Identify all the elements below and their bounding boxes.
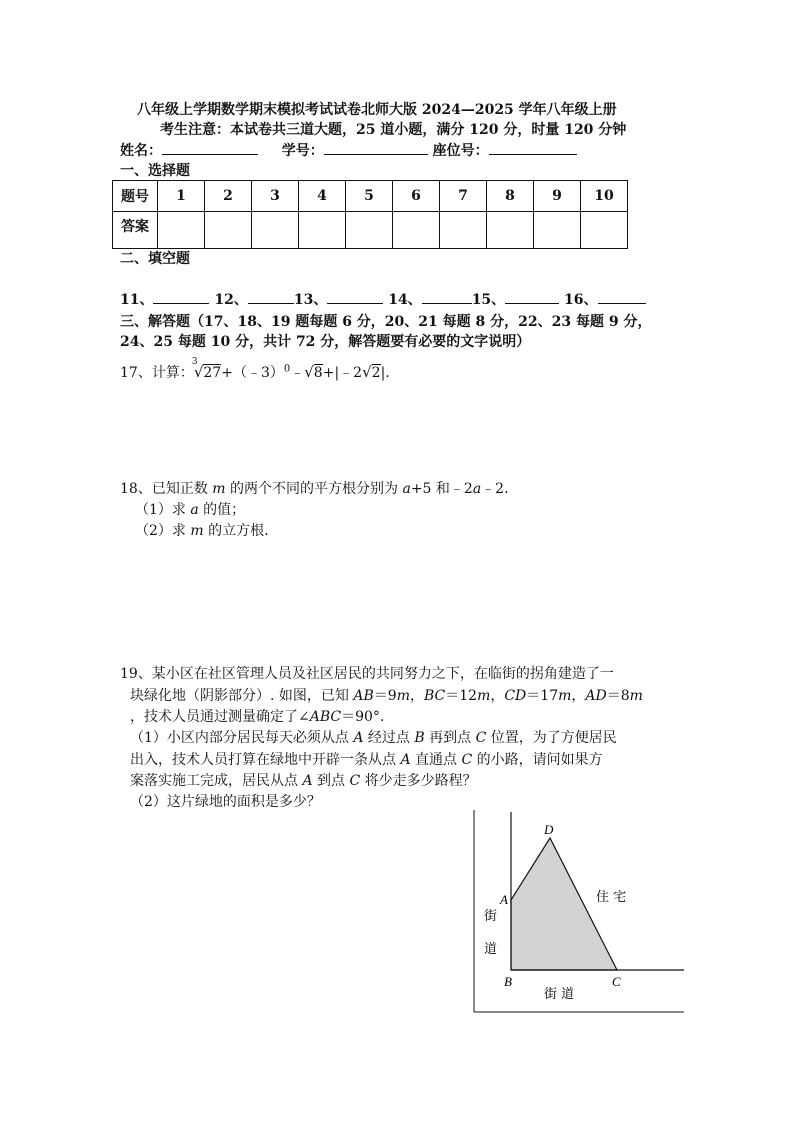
radical-sign-icon: √ [304, 363, 314, 381]
student-info-line [120, 140, 577, 160]
answer-cell[interactable] [440, 212, 487, 249]
street-label-vertical-1: 街 [484, 909, 498, 924]
blank-label: 13、 [293, 292, 328, 308]
fill-blank[interactable] [505, 289, 559, 304]
sqrt-radicand: 8 [313, 365, 323, 381]
q19-text: ， [409, 688, 424, 704]
name-blank[interactable] [162, 140, 258, 155]
residence-label: 住 宅 [596, 890, 627, 905]
fill-blank-line [120, 289, 646, 309]
street-label-horizontal: 街 道 [544, 987, 575, 1002]
exam-title: 八年级上学期数学期末模拟考试试卷北师大版 2024—2025 学年八年级上册 [137, 102, 617, 118]
q19-point: C [461, 752, 473, 768]
blank-label: 15、 [471, 292, 506, 308]
exam-notice: 考生注意：本试卷共三道大题，25 道小题，满分 120 分，时量 120 分钟 [160, 122, 627, 138]
q17-exponent: 0 [283, 363, 291, 375]
answer-cell[interactable] [205, 212, 252, 249]
answer-table-number-row [113, 181, 628, 212]
answer-cell[interactable] [487, 212, 534, 249]
q18-text: 的两个不同的平方根分别为 [225, 481, 403, 497]
q19-seg-cd: CD [504, 688, 527, 704]
q18-sub1-var: a [190, 502, 199, 518]
point-label-d: D [544, 822, 554, 837]
q18-sub2 [135, 520, 269, 540]
answer-cell[interactable] [581, 212, 628, 249]
section1-title: 一、选择题 [120, 163, 190, 179]
q19-sub1-line3 [130, 770, 477, 790]
q19-text: 将少走多少路程？ [360, 773, 477, 789]
sqrt-2 [362, 365, 380, 381]
question-number: 10 [581, 181, 628, 212]
sqrt-8 [304, 365, 322, 381]
answer-cell[interactable] [252, 212, 299, 249]
q19-point: B [414, 730, 425, 746]
q18-text: 和﹣2 [431, 481, 473, 497]
q19-point: C [475, 730, 487, 746]
point-label-c: C [612, 974, 621, 989]
q18-sub2-text: （2）求 [135, 523, 191, 539]
point-label-b: B [504, 974, 512, 989]
q17-part2: +（﹣3） [221, 365, 284, 381]
question-number: 2 [205, 181, 252, 212]
q19-point: A [302, 773, 313, 789]
street-label-vertical-2: 道 [484, 942, 498, 957]
cube-root-index: 3 [191, 357, 198, 367]
fill-blank[interactable] [248, 289, 294, 304]
q19-text: ＝8 [606, 688, 630, 704]
q19-text: ， [571, 688, 586, 704]
q19-text: 块绿化地（阴影部分）. 如图，已知 [130, 688, 354, 704]
q19-line1: 19、某小区在社区管理人员及社区居民的共同努力之下，在临街的拐角建造了一 [120, 666, 614, 682]
q19-unit: m [629, 688, 643, 704]
section3-title-line2: 24、25 每题 10 分，共计 72 分，解答题要有必要的文字说明） [120, 334, 531, 350]
q19-seg-bc: BC [423, 688, 446, 704]
id-label: 学号： [281, 143, 324, 159]
q19-text: ， [490, 688, 505, 704]
radical-sign-icon: √ [193, 363, 204, 381]
row-head-label: 题号 [113, 181, 158, 212]
q19-unit: m [558, 688, 572, 704]
question-number: 8 [487, 181, 534, 212]
q19-sub1-line2 [130, 749, 603, 769]
fill-blank[interactable] [327, 289, 383, 304]
q17-label: 17、计算： [120, 365, 194, 381]
q19-text: 直通点 [410, 752, 462, 768]
id-blank[interactable] [324, 140, 428, 155]
blank-label: 16、 [564, 292, 598, 308]
q17-part4: +|﹣2 [322, 365, 363, 381]
q19-text: ＝9 [373, 688, 397, 704]
cube-radicand: 27 [203, 365, 222, 381]
q18-var-a: a [472, 481, 482, 497]
q18-text: +5 [410, 481, 432, 497]
q19-seg-ad: AD [585, 688, 607, 704]
q19-text: ＝17 [526, 688, 559, 704]
q19-text: 的小路，请问如果方 [472, 752, 603, 768]
q19-text: 到点 [312, 773, 350, 789]
answer-cell[interactable] [534, 212, 581, 249]
q19-sub2: （2）这片绿地的面积是多少？ [130, 794, 321, 810]
point-label-a: A [500, 892, 508, 907]
q19-sub1-line1 [130, 727, 617, 747]
q19-text: 出入，技术人员打算在绿地中开辟一条从点 [130, 752, 401, 768]
q18-sub1 [135, 499, 245, 519]
question-number: 1 [158, 181, 205, 212]
seat-label: 座位号： [432, 143, 489, 159]
q17-part5: |. [380, 365, 390, 381]
answer-table-answer-row [113, 212, 628, 249]
fill-blank[interactable] [422, 289, 472, 304]
q17-part3: ﹣ [290, 365, 305, 381]
q19-unit: m [396, 688, 410, 704]
question-number: 7 [440, 181, 487, 212]
blank-label: 14、 [388, 292, 422, 308]
question-number: 4 [299, 181, 346, 212]
q18-text: 18、已知正数 [120, 481, 213, 497]
section2-title: 二、填空题 [120, 251, 190, 267]
answer-cell[interactable] [393, 212, 440, 249]
q19-text: 案落实施工完成，居民从点 [130, 773, 303, 789]
answer-cell[interactable] [299, 212, 346, 249]
answer-cell[interactable] [346, 212, 393, 249]
q18-sub2-text: 的立方根. [203, 523, 269, 539]
q19-point: A [353, 730, 364, 746]
question-number: 3 [252, 181, 299, 212]
blank-label: 11、 [120, 292, 154, 308]
name-label: 姓名： [120, 143, 162, 159]
seat-blank[interactable] [489, 140, 577, 155]
q19-unit: m [477, 688, 491, 704]
q19-text: 经过点 [363, 730, 415, 746]
sqrt-radicand: 2 [371, 365, 381, 381]
q19-text: ，技术人员通过测量确定了∠ [130, 709, 310, 725]
q19-line2 [130, 685, 643, 705]
q19-point: C [349, 773, 361, 789]
blank-label: 12、 [214, 292, 248, 308]
question-18 [120, 478, 509, 498]
fill-blank[interactable] [153, 289, 209, 304]
q19-text: ＝90°. [341, 709, 385, 725]
question-number: 9 [534, 181, 581, 212]
q18-text: ﹣2. [481, 481, 509, 497]
q19-text: （1）小区内部分居民每天必须从点 [130, 730, 354, 746]
q19-text: ＝12 [445, 688, 478, 704]
q18-var-m: m [212, 481, 226, 497]
q19-point: A [400, 752, 411, 768]
q18-var-a: a [402, 481, 411, 497]
q19-text: 位置，为了方便居民 [486, 730, 617, 746]
question-17 [120, 357, 390, 382]
q19-line3 [130, 706, 384, 726]
section3-title-line1: 三、解答题（17、18、19 题每题 6 分，20、21 每题 8 分，22、23 每题 9 分， [120, 314, 652, 330]
q18-sub1-text: 的值； [198, 502, 246, 518]
answer-cell[interactable] [158, 212, 205, 249]
cube-root-27 [191, 357, 222, 381]
question-number: 5 [346, 181, 393, 212]
q19-text: 再到点 [424, 730, 476, 746]
answer-head-label: 答案 [113, 212, 158, 249]
radical-sign-icon: √ [362, 363, 372, 381]
answer-table [112, 180, 628, 249]
q18-sub2-var: m [190, 523, 204, 539]
q19-seg-ab: AB [353, 688, 374, 704]
q19-angle-abc: ABC [309, 709, 342, 725]
q18-sub1-text: （1）求 [135, 502, 191, 518]
fill-blank[interactable] [598, 289, 646, 304]
green-area-figure [470, 808, 700, 1018]
question-number: 6 [393, 181, 440, 212]
